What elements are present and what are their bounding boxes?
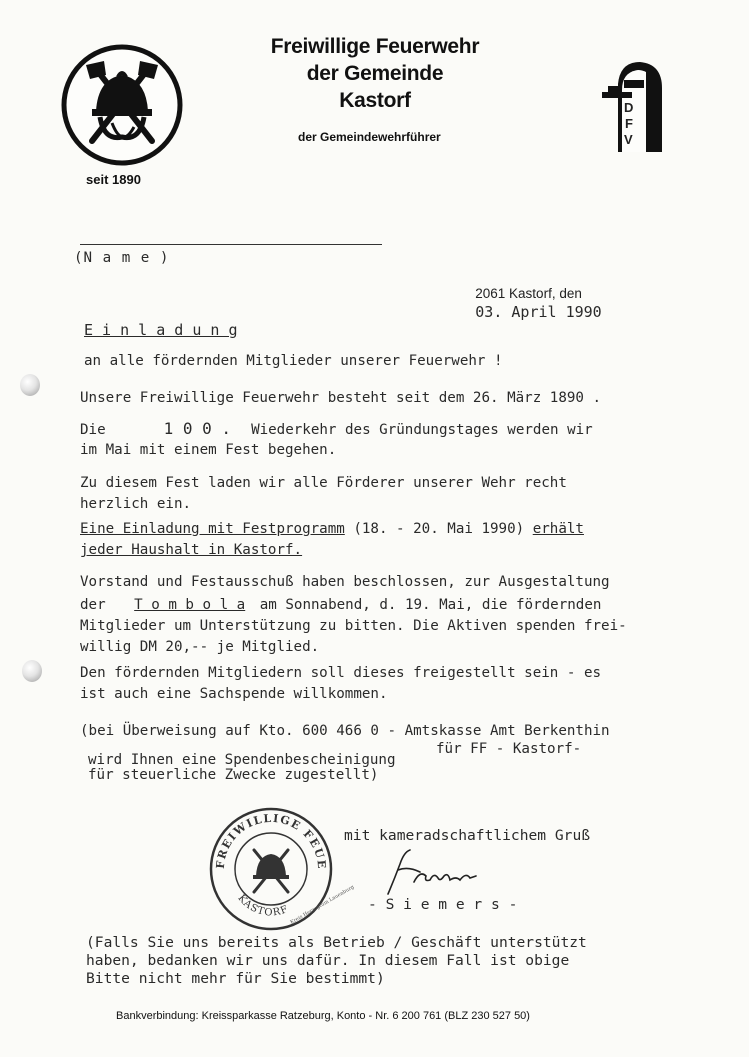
body-line-04: im Mai mit einem Fest begehen. [80,442,337,458]
fire-brigade-emblem [60,43,184,167]
header-line-1: Freiwillige Feuerwehr [270,35,480,58]
header-title [200,33,550,114]
punch-hole-top [20,374,40,396]
header-line-2: der Gemeinde [306,62,444,85]
body-line-15: (bei Überweisung auf Kto. 600 466 0 - Amtskasse Amt Berkenthin [80,723,610,739]
program-invite: Eine Einladung mit Festprogramm [80,521,345,537]
stamp-side-text: Kreis Herzogtum Lauenburg [289,884,356,926]
body-line-01: an alle fördernden Mitglieder unserer Feuerwehr ! [84,353,503,369]
dfv-letter-f: F [625,116,633,131]
dfv-letter-v: V [624,132,633,147]
footnote-line-3: Bitte nicht mehr für Sie bestimmt) [86,970,385,987]
receives-word: erhält [532,521,584,537]
body-line-03 [80,419,593,440]
body-line-11: Mitglieder um Unterstützung zu bitten. Die Aktiven spenden frei- [80,618,627,634]
body-line-16: für FF - Kastorf- [436,741,582,757]
date-line [456,264,602,322]
closing-greeting: mit kameradschaftlichem Gruß [344,827,591,844]
name-line [80,244,382,245]
stamp-ring-text: FREIWILLIGE FEUE [213,811,329,871]
svg-text:KASTORF [235,893,290,919]
official-stamp [208,806,356,932]
body-line-03a: Die [80,422,106,438]
body-line-13: Den fördernden Mitgliedern soll dieses freigestellt sein - es [80,665,602,681]
body-line-18: für steuerliche Zwecke zugestellt) [88,767,379,783]
anniversary-number: 1 0 0 . [163,419,232,438]
dfv-logo [600,58,664,154]
body-line-09: Vorstand und Festausschuß haben beschlossen, zur Ausgestaltung [80,574,610,590]
body-line-02: Unsere Freiwillige Feuerwehr besteht seit dem 26. März 1890 . [80,390,602,406]
stamp-bottom-text: KASTORF [235,892,291,919]
bank-details: Bankverbindung: Kreissparkasse Ratzeburg, Konto - Nr. 6 200 761 (BLZ 230 527 50) [116,1010,530,1022]
signature [380,842,480,898]
body-line-10 [80,595,601,615]
footnote-line-1: (Falls Sie uns bereits als Betrieb / Geschäft unterstützt [86,934,587,951]
body-line-08: jeder Haushalt in Kastorf. [80,542,303,558]
body-line-14: ist auch eine Sachspende willkommen. [80,686,388,702]
date-place: 2061 Kastorf, den [475,286,582,301]
name-label: (N a m e ) [74,250,170,266]
body-line-12: willig DM 20,-- je Mitglied. [80,639,320,655]
header-subtitle: der Gemeindewehrführer [298,130,441,144]
header-line-3: Kastorf [339,89,411,112]
since-label: seit 1890 [86,172,141,187]
body-line-07 [80,519,584,539]
body-line-03c: Wiederkehr des Gründungstages werden wir [251,422,593,438]
date-value: 03. April 1990 [475,303,602,321]
punch-hole-bottom [22,660,42,682]
body-line-10a: der [80,597,115,613]
body-line-10c: am Sonnabend, d. 19. Mai, die fördernden [251,597,602,613]
dfv-letter-d: D [624,100,634,115]
body-line-17: wird Ihnen eine Spendenbescheinigung [88,752,396,768]
body-line-05: Zu diesem Fest laden wir alle Förderer unserer Wehr recht [80,475,567,491]
program-dates: (18. - 20. Mai 1990) [344,521,533,537]
closing-name: - S i e m e r s - [368,896,518,913]
invitation-title: E i n l a d u n g [84,321,238,339]
footnote-line-2: haben, bedanken wir uns dafür. In diesem Fall ist obige [86,952,570,969]
body-line-06: herzlich ein. [80,496,192,512]
tombola-word: T o m b o l a [134,597,246,613]
